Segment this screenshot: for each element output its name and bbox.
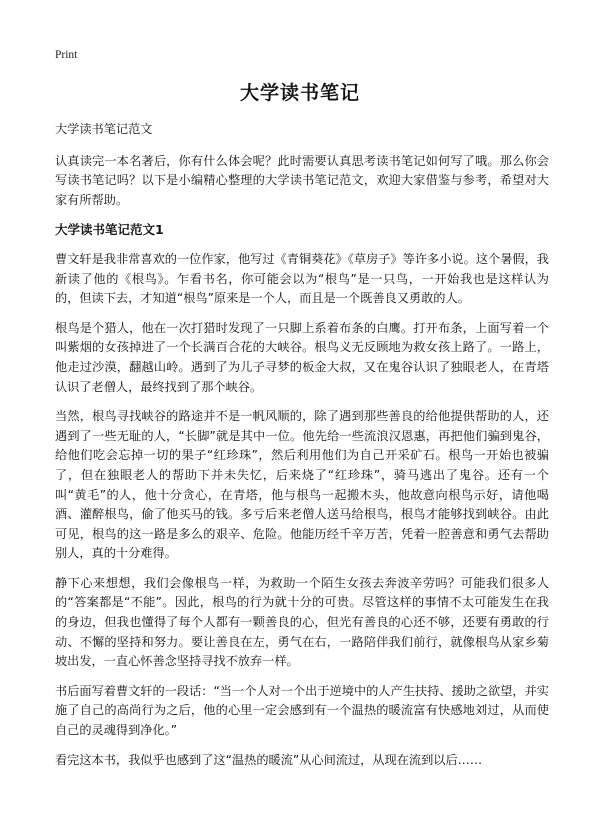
body-paragraph-1: 曹文轩是我非常喜欢的一位作家，他写过《青铜葵花》《草房子》等许多小说。这个暑假，我新读了他的《根鸟》。乍看书名，你可能会以为“根鸟”是一只鸟，一开始我也是这样认为的，但读下去，才知道“根鸟”原来是一个人，而且是一个既善良又勇敢的人。 [55,251,549,306]
body-paragraph-4: 静下心来想想，我们会像根鸟一样，为救助一个陌生女孩去奔波辛劳吗？可能我们很多人的“答案都是“不能”。因此，根鸟的行为就十分的可贵。尽管这样的事情不太可能发生在我的身边，但我也懂得了每个人都有一颗善良的心，但光有善良的心还不够，还要有勇敢的行动、不懈的坚持和努力。要让善良在左，勇气在右，一路陪伴我们前行，就像根鸟从家乡菊坡出发，一直心怀善念坚持寻找不放弃一样。 [55,575,549,669]
print-label: Print [55,49,78,61]
document-title: 大学读书笔记 [239,82,360,104]
document-subtitle: 大学读书笔记范文 [55,122,153,136]
document-body [55,120,549,780]
body-paragraph-6: 看完这本书，我似乎也感到了这“温热的暖流”从心间流过，从现在流到以后…… [55,752,483,767]
intro-paragraph: 认真读完一本名著后，你有什么体会呢？此时需要认真思考读书笔记如何写了哦。那么你会写读书笔记吗？以下是小编精心整理的大学读书笔记范文，欢迎大家借鉴与参考，希望对大家有所帮助。 [55,153,549,207]
body-paragraph-3: 当然，根鸟寻找峡谷的路途并不是一帆风顺的，除了遇到那些善良的给他提供帮助的人，还遇到了一些无耻的人，“长脚”就是其中一位。他先给一些流浪汉恩惠，再把他们骗到鬼谷，给他们吃会忘掉一切的果子“红珍珠”，然后利用他们为自己开采矿石。根鸟一开始也被骗了，但在独眼老人的帮助下并未失忆，后来烧了“红珍珠”，骑马逃出了鬼谷。还有一个叫“黄毛”的人，他十分贪心，在青塔，他与根鸟一起搬木头，他故意向根鸟示好，请他喝酒、灌醉根鸟，偷了他买马的钱。多亏后来老僧人送马给根鸟，根鸟才能够找到峡谷。由此可见，根鸟的这一路是多么的艰辛、危险。他能历经千辛万苦，凭着一腔善意和勇气去帮助别人，真的十分难得。 [55,409,549,561]
body-paragraph-5: 书后面写着曹文轩的一段话：“当一个人对一个出于逆境中的人产生扶持、援助之欲望，并实施了自己的高尚行为之后，他的心里一定会感到有一个温热的暖流富有快感地刘过，从而使自己的灵魂得到净化。” [55,683,549,738]
section-heading: 大学读书笔记范文1 [55,222,164,238]
body-paragraph-2: 根鸟是个猎人，他在一次打猎时发现了一只脚上系着布条的白鹰。打开布条，上面写着一个叫紫烟的女孩掉进了一个长满百合花的大峡谷。根鸟义无反顾地为救女孩上路了。一路上，他走过沙漠，翻越山岭。遇到了为儿子寻梦的板金大叔，又在鬼谷认识了独眼老人，在青塔认识了老僧人，最终找到了那个峡谷。 [55,320,549,394]
